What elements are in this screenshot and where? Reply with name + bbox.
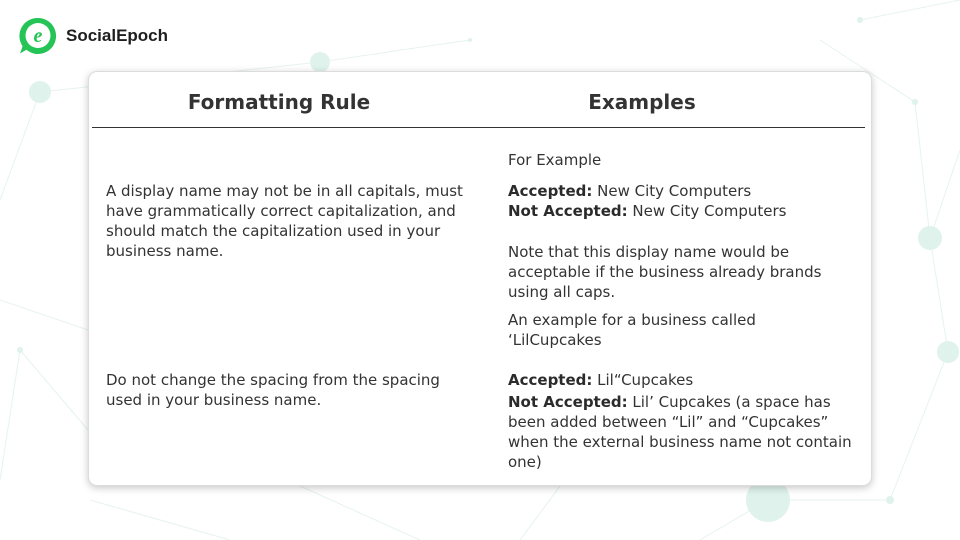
accepted-example-caps (508, 181, 858, 201)
not-accepted-value: Lil’ Cupcakes (a space has been added between “Lil” and “Cupcakes” when the external business name not contain one) (508, 393, 852, 471)
svg-text:e: e (33, 25, 43, 47)
header-divider (92, 127, 865, 128)
accepted-label: Accepted: (508, 182, 593, 200)
header-formatting-rule: Formatting Rule (187, 90, 371, 114)
brand-logo (18, 16, 168, 56)
not-accepted-label: Not Accepted: (508, 393, 628, 411)
chat-bubble-e-icon (18, 16, 58, 56)
example-intro: For Example (508, 151, 602, 169)
accepted-value: Lil“Cupcakes (592, 371, 694, 389)
header-examples: Examples (588, 90, 696, 114)
rule-capitalization: A display name may not be in all capitals, must have grammatically correct capitalization, and should match the capitalization used in your business name. (106, 182, 463, 260)
not-accepted-example-spacing (508, 392, 858, 472)
brand-name: SocialEpoch (66, 26, 169, 45)
accepted-value: New City Computers (592, 182, 752, 200)
not-accepted-example-caps (508, 201, 858, 221)
not-accepted-label: Not Accepted: (508, 202, 628, 220)
example-intro-spacing: An example for a business called ‘LilCupcakes (508, 311, 756, 349)
rule-spacing: Do not change the spacing from the spacing used in your business name. (106, 371, 440, 409)
accepted-example-spacing (508, 370, 858, 390)
caps-note: Note that this display name would be acceptable if the business already brands using all caps. (508, 243, 822, 301)
accepted-label: Accepted: (508, 371, 593, 389)
not-accepted-value: New City Computers (627, 202, 787, 220)
